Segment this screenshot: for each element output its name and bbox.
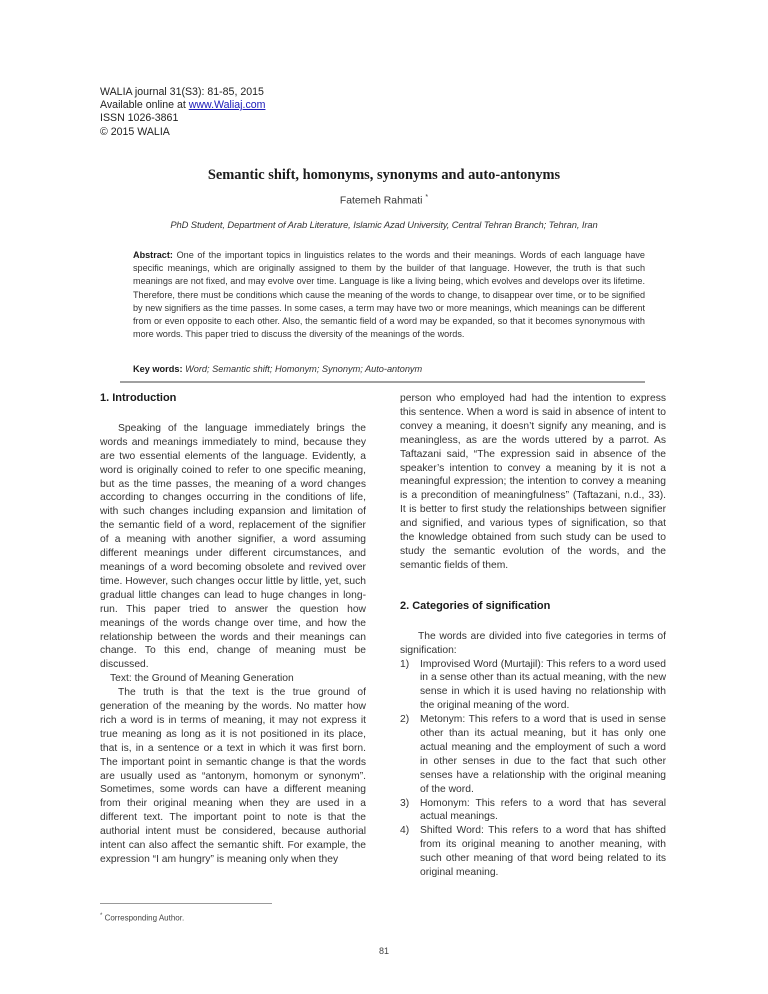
issn: ISSN 1026-3861 <box>100 112 179 125</box>
list-item: 2) Metonym: This refers to a word that is used in sense other than its actual meaning, but it has only one actual meaning and the employment of such a word in other senses in due to the fact that such other senses have a relationship with the original meaning of the word. <box>400 714 666 795</box>
footnote-divider <box>100 903 272 904</box>
intro-paragraph-2: The truth is that the text is the true ground of generation of the meaning by the words. No matter how rich a word is in terms of meaning, it may not express it true meaning as long as it is not positioned in its place, that is, in a sentence or a text in which it was first born. The important point in semantic change is that the words are usually used as “antonym, homonym or synonym”. Sometimes, some words can have a different meaning from their original meaning when they are used in a different text. The important point to note is that the authorial intent must be considered, because authorial intent can also affect the semantic shift. For example, the expression “I am hungry” is meaning only when they <box>100 687 366 865</box>
categories-intro: The words are divided into five categories in terms of signification: <box>400 630 666 656</box>
footnote-text: Corresponding Author. <box>104 913 185 923</box>
left-column <box>100 392 366 867</box>
page-number: 81 <box>378 946 389 956</box>
keywords <box>133 364 645 374</box>
section-heading-introduction: 1. Introduction <box>100 392 177 404</box>
journal-info <box>100 86 265 139</box>
footnote-marker: * <box>100 913 103 919</box>
list-item: 4) Shifted Word: This refers to a word that has shifted from its original meaning to another meaning, with such other meaning of that word being related to its original meaning. <box>400 825 666 879</box>
subheading-meaning-generation: Text: the Ground of Meaning Generation <box>110 673 294 685</box>
abstract-label: Abstract: <box>133 250 173 260</box>
affiliation: PhD Student, Department of Arab Literature, Islamic Azad University, Central Tehran Branch; Tehran, Iran <box>170 219 598 230</box>
list-item: 3) Homonym: This refers to a word that has several actual meanings. <box>400 797 666 823</box>
intro-paragraph-1: Speaking of the language immediately brings the words and meanings immediately to mind, because they are two essential elements of the language. Evidently, a word is originally coined to refer to one specific meaning, but as the time passes, the meaning of a word changes according to changes occurring in the conditions of life, with such changes including expansion and limitation of the semantic field of a word, replacement of the signifier of a meaning with another signifier, a word assuming different meanings under different circumstances, and meanings of a word becoming obsolete and revived over time. However, such changes occur little by little, yet, such gradual little changes can lead to huge changes in long-run. This paper tried to answer the question how meanings of the words change over time, and how the relationship between the words and their meanings can change. To this end, change of meaning must be discussed. <box>100 422 366 671</box>
keywords-label: Key words: <box>133 364 183 374</box>
author-name: Fatemeh Rahmati <box>339 195 423 207</box>
footnote <box>100 913 184 923</box>
right-column <box>400 392 666 880</box>
abstract <box>133 249 645 341</box>
abstract-text: One of the important topics in linguistics relates to the words and their meanings. Words of each language have specific meanings, which are originally assigned to them by the builder of that language. However, the truth is that such meanings are not fixed, and may evolve over time. Language is like a living being, which evolves and develops over its lifetime. Therefore, there must be conditions which cause the meaning of the words to change, to disappear over time, or to be signified by new signifiers as the time passes. In some cases, a term may have two or more meanings, which meanings can be different from or even opposite to each other. Also, the semantic field of a word may be expanded, so that it becomes synonymous with more words. This paper tried to discuss the diversity of the meanings of the words. <box>133 250 645 340</box>
intro-paragraph-3: person who employed had had the intention to express this sentence. When a word is said in absence of intent to convey a meaning, it doesn’t signify any meaning, and is meaningless, as are the words uttered by a parrot. As Taftazani said, “The expression said in absence of the speaker’s intention to convey a meaning by it is not a meaningful expression; the intention to convey a meaning is a precondition of meaningfulness” (Taftazani, n.d., 33). It is better to first study the relationships between signifier and signified, and various types of signification, so that the knowledge obtained from such study can be used to study the semantic evolution of the words, and the semantic fields of them. <box>400 393 666 571</box>
author-marker: * <box>425 194 429 201</box>
availability-line: Available online at www.Waliaj.com <box>100 99 266 112</box>
copyright: © 2015 WALIA <box>100 125 170 138</box>
journal-website-link[interactable]: www.Waliaj.com <box>188 99 266 112</box>
abstract-divider <box>120 381 645 383</box>
paper-title: Semantic shift, homonyms, synonyms and auto-antonyms <box>207 167 561 183</box>
journal-citation: WALIA journal 31(S3): 81-85, 2015 <box>100 86 264 98</box>
categories-list <box>400 658 666 881</box>
keywords-text: Word; Semantic shift; Homonym; Synonym; Auto-antonym <box>185 364 423 374</box>
list-item: 1) Improvised Word (Murtajil): This refers to a word used in a sense other than its actual meaning, with the new sense in which it is used having no relationship with the original meaning of the word. <box>400 658 666 712</box>
section-heading-categories: 2. Categories of signification <box>400 599 551 612</box>
author <box>0 194 768 206</box>
